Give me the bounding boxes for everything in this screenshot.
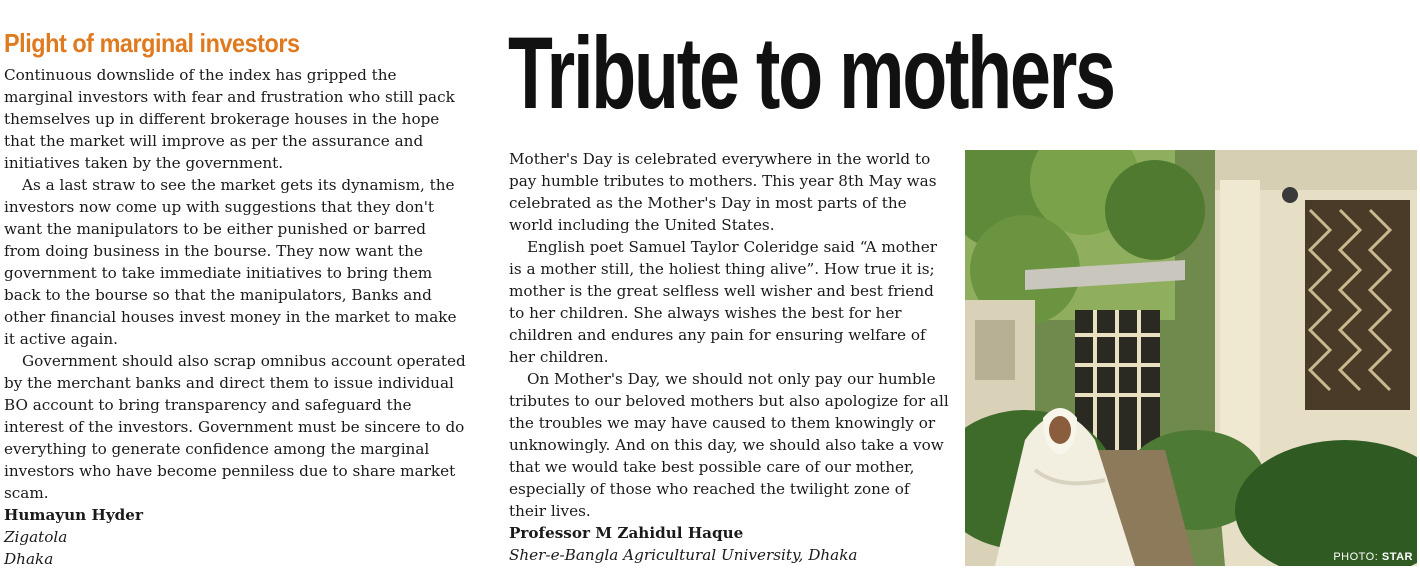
main-letter <box>509 148 949 566</box>
main-letter-title: Tribute to mothers <box>508 16 1114 130</box>
main-letter-author: Professor M Zahidul Haque <box>509 524 744 542</box>
left-letter-title: Plight of marginal investors <box>4 28 300 58</box>
left-letter <box>4 26 466 570</box>
main-letter-paragraph-3: On Mother's Day, we should not only pay our humble tributes to our beloved mothers but also apologize for all the troubles we may have caused to them knowingly or unknowingly. And on this day, we should also take a vow that we would take best possible care of our mother, especially of those who reached the twilight zone of their lives. <box>509 370 949 520</box>
main-letter-paragraph-2: English poet Samuel Taylor Coleridge said “A mother is a mother still, the holiest thing alive”. How true it is; mother is the great selfless well wisher and best friend to her children. She always wishes the best for her children and endures any pain for ensuring welfare of her children. <box>509 238 938 366</box>
photo-credit-prefix: PHOTO: <box>1333 551 1382 563</box>
left-letter-paragraph-3: Government should also scrap omnibus account operated by the merchant banks and direct them to issue individual BO account to bring transparency and safeguard the interest of the investors. Government must be sincere to do everything to generate confidence among the marginal investors who have become penniless due to share market scam. <box>4 352 466 502</box>
main-letter-affiliation: Sher-e-Bangla Agricultural University, Dhaka <box>509 546 858 564</box>
left-letter-paragraph-1: Continuous downslide of the index has gripped the marginal investors with fear and frustration who still pack themselves up in different brokerage houses in the hope that the market will improve as per the assurance and initiatives taken by the government. <box>4 66 455 172</box>
mother-photo-illustration <box>965 150 1417 566</box>
main-letter-paragraph-1: Mother's Day is celebrated everywhere in the world to pay humble tributes to mothers. This year 8th May was celebrated as the Mother's Day in most parts of the world including the United States. <box>509 150 937 234</box>
photo-credit-source: STAR <box>1381 551 1413 563</box>
photo-credit <box>1333 551 1413 563</box>
left-letter-author: Humayun Hyder <box>4 506 143 524</box>
left-letter-location-2: Dhaka <box>4 550 54 568</box>
left-letter-paragraph-2: As a last straw to see the market gets its dynamism, the investors now come up with suggestions that they don't want the manipulators to be either punished or barred from doing business in the bourse. They now want the government to take immediate initiatives to bring them back to the bourse so that the manipulators, Banks and other financial houses invest money in the market to make it active again. <box>4 176 457 348</box>
left-letter-location-1: Zigatola <box>4 528 68 546</box>
mother-photo <box>965 150 1417 566</box>
